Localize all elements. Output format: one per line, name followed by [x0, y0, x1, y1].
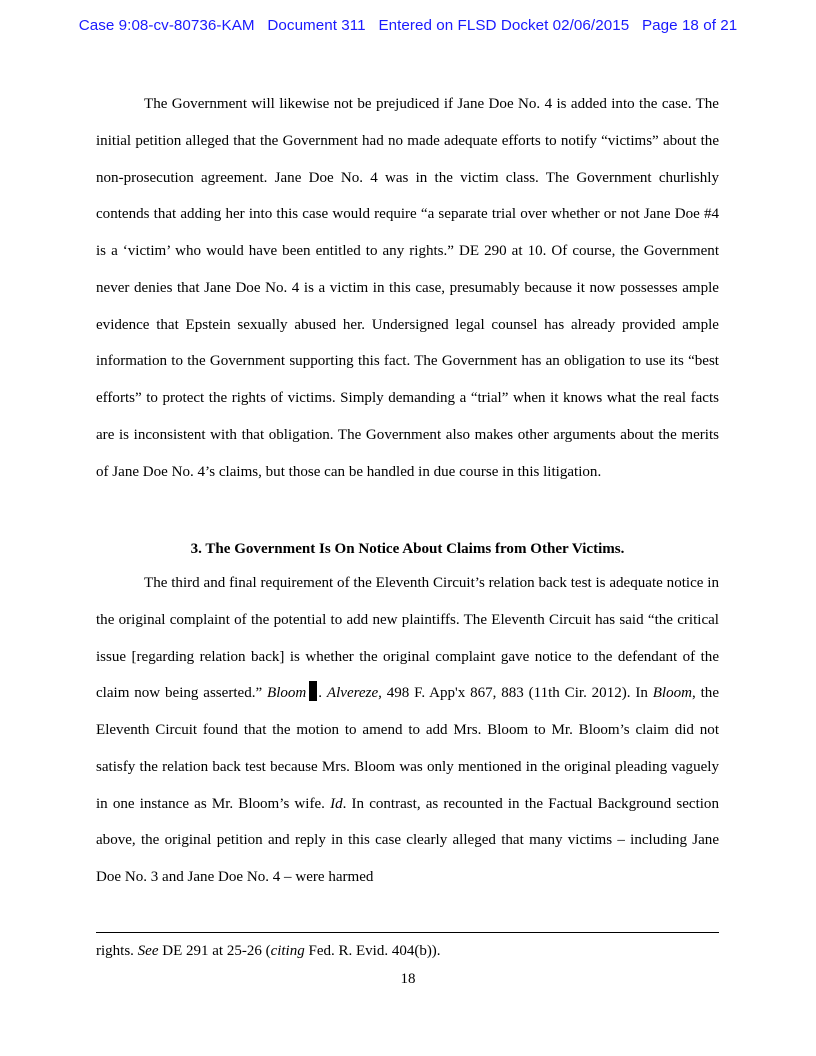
- page-number: 18: [400, 971, 416, 987]
- paragraph-2-text: [96, 565, 719, 896]
- footnote: [96, 941, 719, 961]
- case-number: Case 9:08-cv-80736-KAM: [78, 17, 255, 34]
- docket-entry: Entered on FLSD Docket 02/06/2015: [378, 17, 630, 34]
- p2-part3: , the Eleventh Circuit found that the motion to amend to add Mrs. Bloom to Mr. Bloom’s claim did not satisfy the relation back test because Mrs. Bloom was only mentioned in the original pleading vaguely in one instance as Mr. Bloom’s wife.: [96, 685, 720, 812]
- footnote-citing: citing: [270, 943, 305, 959]
- p2-part1: The third and final requirement of the Eleventh Circuit’s relation back test is adequate notice in the original complaint of the potential to add new plaintiffs. The Eleventh Circuit has said “the critical issue [regarding relation back] is whether the original complaint gave notice to the defendant of the claim now being asserted.”: [96, 575, 719, 702]
- case-party-alvereze: Alvereze: [326, 685, 379, 702]
- section-heading: 3. The Government Is On Notice About Claims from Other Victims.: [190, 541, 625, 557]
- p2-sep: .: [318, 685, 327, 702]
- paragraph-relation-back: [96, 565, 719, 896]
- case-name-bloom: Bloom: [267, 685, 307, 702]
- footnote-cite: DE 291 at 25-26 (: [158, 943, 271, 959]
- docket-header: [0, 17, 816, 34]
- redaction-block: [309, 681, 317, 701]
- id-citation: Id: [330, 795, 343, 812]
- footnote-rest: Fed. R. Evid. 404(b)).: [304, 943, 441, 959]
- case-name-bloom-2: Bloom: [652, 685, 693, 702]
- paragraph-1-text: The Government will likewise not be prejudiced if Jane Doe No. 4 is added into the case. The initial petition alleged that the Government had no made adequate efforts to notify “victims” about the non-prosecution agreement. Jane Doe No. 4 was in the victim class. The Government churlishly contends that adding her into this case would require “a separate trial over whether or not Jane Doe #4 is a ‘victim’ who would have been entitled to any rights.” DE 290 at 10. Of course, the Government never denies that Jane Doe No. 4 is a victim in this case, presumably because it now possesses ample evidence that Epstein sexually abused her. Undersigned legal counsel has already provided ample information to the Government supporting this fact. The Government has an obligation to use its “best efforts” to protect the rights of victims. Simply demanding a “trial” when it knows what the real facts are is inconsistent with that obligation. The Government also makes other arguments about the merits of Jane Doe No. 4’s claims, but those can be handled in due course in this litigation.: [96, 96, 719, 480]
- page-of: Page 18 of 21: [642, 17, 738, 34]
- paragraph-prejudice: [96, 86, 719, 490]
- document-number: Document 311: [267, 17, 366, 34]
- footnote-divider: [96, 932, 719, 933]
- footnote-lead: rights.: [96, 943, 138, 959]
- footnote-see: See: [137, 943, 159, 959]
- p2-part2: , 498 F. App'x 867, 883 (11th Cir. 2012). In: [378, 685, 653, 702]
- p2-part4: . In contrast, as recounted in the Factual Background section above, the original petition and reply in this case clearly alleged that many victims – including Jane Doe No. 3 and Jane Doe No. 4 – were harmed: [96, 795, 719, 885]
